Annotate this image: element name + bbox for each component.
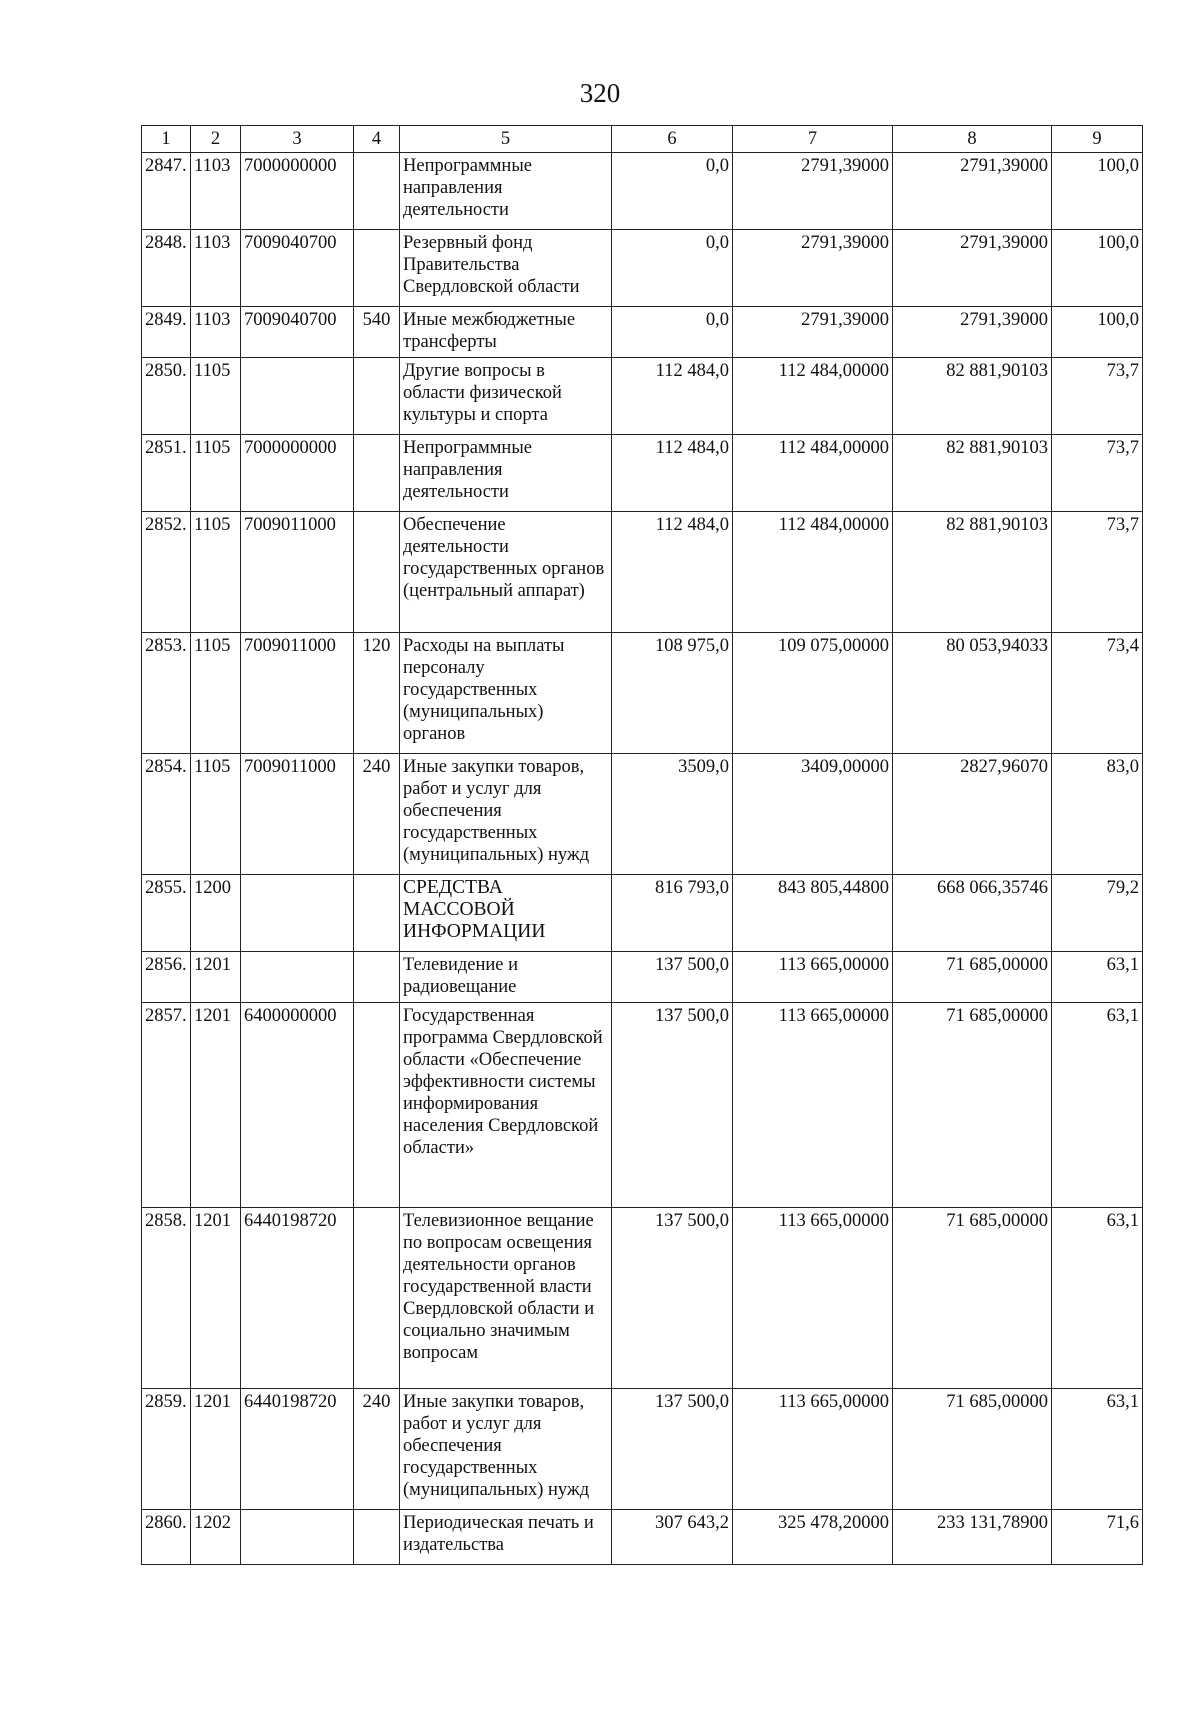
target-article-cell: 6440198720 [241,1389,354,1510]
item-name-cell: Иные закупки товаров, работ и услуг для обеспечения государственных (муниципальных) нужд [400,1389,612,1510]
section-code-cell: 1202 [191,1510,241,1565]
approved-amount-cell: 137 500,0 [612,952,733,1003]
executed-amount-cell: 2791,39000 [893,307,1052,358]
section-code-cell: 1103 [191,307,241,358]
table-row [142,633,1143,754]
approved-amount-cell: 108 975,0 [612,633,733,754]
row-number-cell: 2852. [142,512,191,633]
item-name-cell: Государственная программа Свердловской области «Обеспечение эффективности системы информирования населения Свердловской области» [400,1003,612,1208]
adjusted-amount-cell: 325 478,20000 [733,1510,893,1565]
adjusted-amount-cell: 109 075,00000 [733,633,893,754]
table-row [142,1389,1143,1510]
table-row [142,358,1143,435]
execution-percent-cell: 100,0 [1052,153,1143,230]
column-header: 8 [893,126,1052,153]
item-name-cell: СРЕДСТВА МАССОВОЙ ИНФОРМАЦИИ [400,875,612,952]
target-article-cell: 7009011000 [241,754,354,875]
section-code-cell: 1105 [191,633,241,754]
target-article-cell: 7000000000 [241,435,354,512]
target-article-cell: 6400000000 [241,1003,354,1208]
item-name-cell: Периодическая печать и издательства [400,1510,612,1565]
page-number: 320 [579,78,621,108]
adjusted-amount-cell: 2791,39000 [733,153,893,230]
target-article-cell: 6440198720 [241,1208,354,1389]
target-article-cell: 7009040700 [241,230,354,307]
approved-amount-cell: 0,0 [612,307,733,358]
column-header: 9 [1052,126,1143,153]
row-number-cell: 2860. [142,1510,191,1565]
column-header: 5 [400,126,612,153]
approved-amount-cell: 816 793,0 [612,875,733,952]
expense-type-cell [354,1510,400,1565]
column-header: 1 [142,126,191,153]
approved-amount-cell: 112 484,0 [612,435,733,512]
expense-type-cell: 540 [354,307,400,358]
target-article-cell: 7009011000 [241,633,354,754]
executed-amount-cell: 82 881,90103 [893,435,1052,512]
adjusted-amount-cell: 113 665,00000 [733,1389,893,1510]
row-number-cell: 2847. [142,153,191,230]
row-number-cell: 2853. [142,633,191,754]
executed-amount-cell: 2791,39000 [893,230,1052,307]
column-header: 6 [612,126,733,153]
section-code-cell: 1201 [191,1389,241,1510]
adjusted-amount-cell: 113 665,00000 [733,1003,893,1208]
table-row [142,1208,1143,1389]
approved-amount-cell: 137 500,0 [612,1003,733,1208]
table-row [142,153,1143,230]
adjusted-amount-cell: 112 484,00000 [733,358,893,435]
adjusted-amount-cell: 112 484,00000 [733,435,893,512]
adjusted-amount-cell: 112 484,00000 [733,512,893,633]
execution-percent-cell: 63,1 [1052,952,1143,1003]
execution-percent-cell: 63,1 [1052,1003,1143,1208]
approved-amount-cell: 112 484,0 [612,358,733,435]
executed-amount-cell: 2791,39000 [893,153,1052,230]
expense-type-cell [354,875,400,952]
section-code-cell: 1200 [191,875,241,952]
approved-amount-cell: 0,0 [612,230,733,307]
executed-amount-cell: 233 131,78900 [893,1510,1052,1565]
section-code-cell: 1103 [191,230,241,307]
execution-percent-cell: 83,0 [1052,754,1143,875]
execution-percent-cell: 63,1 [1052,1208,1143,1389]
adjusted-amount-cell: 3409,00000 [733,754,893,875]
table-row [142,512,1143,633]
section-code-cell: 1201 [191,1003,241,1208]
executed-amount-cell: 82 881,90103 [893,358,1052,435]
target-article-cell [241,875,354,952]
target-article-cell: 7009040700 [241,307,354,358]
executed-amount-cell: 71 685,00000 [893,952,1052,1003]
approved-amount-cell: 112 484,0 [612,512,733,633]
expense-type-cell [354,435,400,512]
row-number-cell: 2848. [142,230,191,307]
target-article-cell: 7009011000 [241,512,354,633]
executed-amount-cell: 82 881,90103 [893,512,1052,633]
section-code-cell: 1105 [191,754,241,875]
item-name-cell: Расходы на выплаты персоналу государственных (муниципальных) органов [400,633,612,754]
expense-type-cell: 120 [354,633,400,754]
approved-amount-cell: 307 643,2 [612,1510,733,1565]
approved-amount-cell: 0,0 [612,153,733,230]
approved-amount-cell: 137 500,0 [612,1389,733,1510]
expense-type-cell: 240 [354,1389,400,1510]
row-number-cell: 2854. [142,754,191,875]
execution-percent-cell: 73,7 [1052,435,1143,512]
row-number-cell: 2851. [142,435,191,512]
expense-type-cell: 240 [354,754,400,875]
item-name-cell: Непрограммные направления деятельности [400,153,612,230]
row-number-cell: 2856. [142,952,191,1003]
expense-type-cell [354,512,400,633]
column-header: 4 [354,126,400,153]
executed-amount-cell: 80 053,94033 [893,633,1052,754]
column-header: 2 [191,126,241,153]
row-number-cell: 2859. [142,1389,191,1510]
approved-amount-cell: 3509,0 [612,754,733,875]
execution-percent-cell: 73,7 [1052,358,1143,435]
section-code-cell: 1103 [191,153,241,230]
expense-type-cell [354,153,400,230]
expense-type-cell [354,358,400,435]
execution-percent-cell: 71,6 [1052,1510,1143,1565]
column-header: 7 [733,126,893,153]
row-number-cell: 2850. [142,358,191,435]
row-number-cell: 2857. [142,1003,191,1208]
table-row [142,1510,1143,1565]
executed-amount-cell: 668 066,35746 [893,875,1052,952]
expense-type-cell [354,952,400,1003]
target-article-cell [241,1510,354,1565]
target-article-cell [241,952,354,1003]
item-name-cell: Обеспечение деятельности государственных органов (центральный аппарат) [400,512,612,633]
row-number-cell: 2855. [142,875,191,952]
adjusted-amount-cell: 113 665,00000 [733,1208,893,1389]
row-number-cell: 2849. [142,307,191,358]
row-number-cell: 2858. [142,1208,191,1389]
expense-type-cell [354,1208,400,1389]
section-code-cell: 1105 [191,512,241,633]
table-row [142,952,1143,1003]
target-article-cell [241,358,354,435]
item-name-cell: Другие вопросы в области физической культуры и спорта [400,358,612,435]
item-name-cell: Иные закупки товаров, работ и услуг для обеспечения государственных (муниципальных) нужд [400,754,612,875]
execution-percent-cell: 100,0 [1052,307,1143,358]
section-code-cell: 1201 [191,1208,241,1389]
table-row [142,435,1143,512]
execution-percent-cell: 79,2 [1052,875,1143,952]
table-row [142,754,1143,875]
item-name-cell: Телевизионное вещание по вопросам освещения деятельности органов государственной власти Свердловской области и социально значимым вопросам [400,1208,612,1389]
table-row [142,875,1143,952]
executed-amount-cell: 71 685,00000 [893,1208,1052,1389]
executed-amount-cell: 2827,96070 [893,754,1052,875]
section-code-cell: 1105 [191,358,241,435]
column-number-row [142,126,1143,153]
table-row [142,307,1143,358]
adjusted-amount-cell: 113 665,00000 [733,952,893,1003]
table-row [142,1003,1143,1208]
section-code-cell: 1105 [191,435,241,512]
execution-percent-cell: 63,1 [1052,1389,1143,1510]
column-header: 3 [241,126,354,153]
executed-amount-cell: 71 685,00000 [893,1389,1052,1510]
budget-table [141,125,1143,1565]
adjusted-amount-cell: 843 805,44800 [733,875,893,952]
approved-amount-cell: 137 500,0 [612,1208,733,1389]
expense-type-cell [354,230,400,307]
executed-amount-cell: 71 685,00000 [893,1003,1052,1208]
item-name-cell: Телевидение и радиовещание [400,952,612,1003]
adjusted-amount-cell: 2791,39000 [733,230,893,307]
table-row [142,230,1143,307]
adjusted-amount-cell: 2791,39000 [733,307,893,358]
section-code-cell: 1201 [191,952,241,1003]
execution-percent-cell: 100,0 [1052,230,1143,307]
execution-percent-cell: 73,4 [1052,633,1143,754]
execution-percent-cell: 73,7 [1052,512,1143,633]
item-name-cell: Непрограммные направления деятельности [400,435,612,512]
expense-type-cell [354,1003,400,1208]
target-article-cell: 7000000000 [241,153,354,230]
item-name-cell: Иные межбюджетные трансферты [400,307,612,358]
item-name-cell: Резервный фонд Правительства Свердловской области [400,230,612,307]
